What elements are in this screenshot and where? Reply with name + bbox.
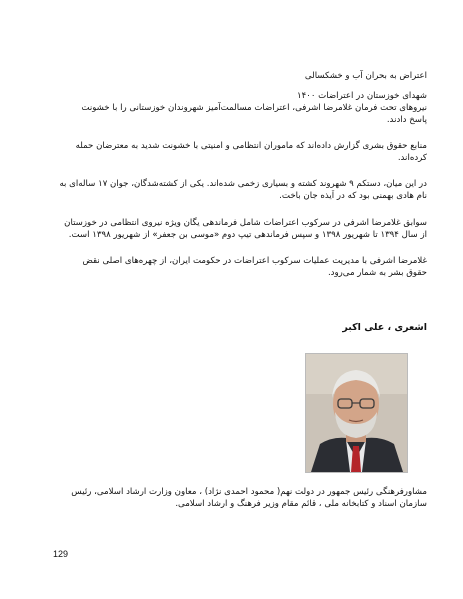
para4-line1: سوابق غلامرضا اشرفی در سرکوب اعتراضات شامل فرماندهی یگان ویژه نیروی انتظامی در خوزستان: [64, 218, 427, 228]
bio-line1: مشاورفرهنگی رئیس جمهور در دولت نهم( محمود احمدی نژاد) ، معاون وزارت ارشاد اسلامی، رئیس: [71, 487, 427, 497]
para1-line3: پاسخ دادند.: [386, 115, 427, 125]
para2-line2: کرده‌اند.: [397, 153, 427, 163]
para2-line1: منابع حقوق بشری گزارش داده‌اند که ماموران انتظامی و امنیتی با خشونت شدید به معترضان حمله: [75, 141, 427, 151]
para5-line2: حقوق بشر به شمار می‌رود.: [327, 268, 427, 278]
para1-line2: نیروهای تحت فرمان غلامرضا اشرفی، اعتراضات مسالمت‌آمیز شهروندان خوزستانی را با خشونت: [81, 103, 427, 113]
para3-line1: در این میان، دستکم ۹ شهروند کشته و بسیاری زخمی شده‌اند. یکی از کشته‌شدگان، جوان ۱۷ ساله‌ای به: [59, 179, 427, 189]
portrait-illustration: [306, 354, 407, 472]
para3-line2: نام هادی بهمنی بود که در اَیذه جان باخت.: [279, 191, 427, 201]
portrait-photo: [305, 353, 408, 473]
page-number: 129: [53, 549, 69, 559]
person-name: اشعری ، علی اکبر: [342, 322, 427, 333]
para5-line1: غلامرضا اشرفی با مدیریت عملیات سرکوب اعتراضات در حکومت ایران، از چهره‌های اصلی نقض: [82, 256, 427, 266]
para4-line2: از سال ۱۳۹۴ تا شهریور ۱۳۹۸ و سپس فرماندهی تیپ دوم «موسی بن جعفر» از شهریور ۱۳۹۸ است.: [68, 230, 427, 240]
para1-line1: شهدای خوزستان در اعتراضات ۱۴۰۰: [296, 91, 427, 101]
bio-line2: سازمان اسناد و کتابخانه ملی ، قائم مقام وزیر فرهنگ و ارشاد اسلامی.: [175, 499, 427, 509]
section-heading: اعتراض به بحران آب و خشکسالی: [304, 71, 427, 81]
